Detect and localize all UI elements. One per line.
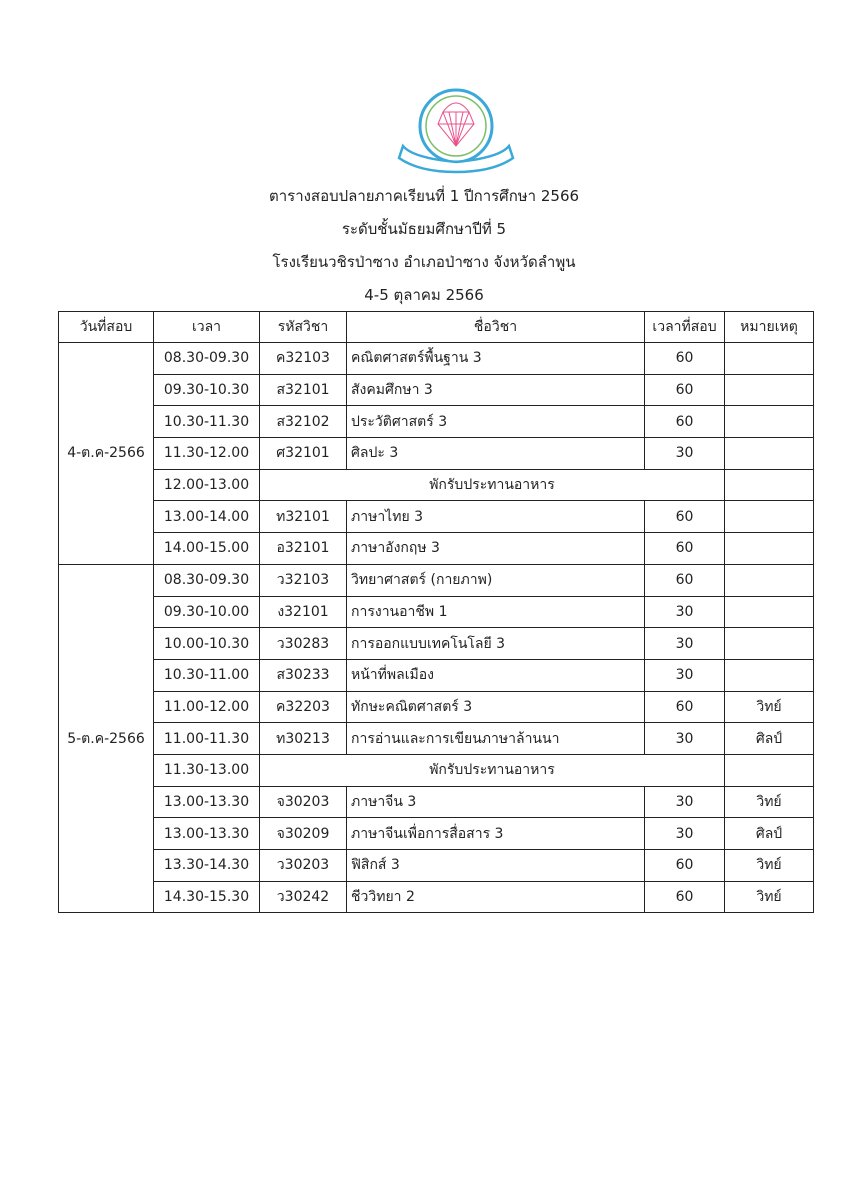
note-cell: วิทย์	[725, 881, 814, 913]
time-cell: 14.30-15.30	[154, 881, 260, 913]
subject-code: ว30242	[260, 881, 347, 913]
header-note: หมายเหตุ	[725, 312, 814, 343]
school-logo	[393, 84, 519, 176]
time-cell: 11.00-11.30	[154, 723, 260, 755]
header-code: รหัสวิชา	[260, 312, 347, 343]
table-row	[59, 723, 814, 755]
lunch-break: พักรับประทานอาหาร	[260, 754, 725, 786]
subject-name: ฟิสิกส์ 3	[347, 850, 645, 882]
time-cell: 13.00-14.00	[154, 501, 260, 533]
lunch-break: พักรับประทานอาหาร	[260, 469, 725, 501]
table-row	[59, 438, 814, 470]
subject-name: ประวัติศาสตร์ 3	[347, 406, 645, 438]
note-cell	[725, 533, 814, 565]
subject-name: สังคมศึกษา 3	[347, 374, 645, 406]
exam-duration: 30	[645, 786, 725, 818]
note-cell: ศิลป์	[725, 723, 814, 755]
subject-code: จ30203	[260, 786, 347, 818]
note-cell	[725, 754, 814, 786]
subject-name: ภาษาอังกฤษ 3	[347, 533, 645, 565]
header-duration: เวลาที่สอบ	[645, 312, 725, 343]
subject-code: ศ32101	[260, 438, 347, 470]
exam-duration: 60	[645, 343, 725, 375]
subject-code: ค32103	[260, 343, 347, 375]
note-cell	[725, 343, 814, 375]
table-row	[59, 596, 814, 628]
subject-name: หน้าที่พลเมือง	[347, 659, 645, 691]
note-cell: ศิลป์	[725, 818, 814, 850]
school-name: โรงเรียนวชิรป่าซาง อำเภอป่าซาง จังหวัดลำพูน	[272, 253, 576, 271]
time-cell: 14.00-15.00	[154, 533, 260, 565]
subject-code: ว30283	[260, 628, 347, 660]
exam-duration: 30	[645, 723, 725, 755]
note-cell	[725, 501, 814, 533]
table-row	[59, 343, 814, 375]
subject-code: ท30213	[260, 723, 347, 755]
break-row	[59, 469, 814, 501]
subject-code: ส32102	[260, 406, 347, 438]
note-cell: วิทย์	[725, 850, 814, 882]
header-time: เวลา	[154, 312, 260, 343]
table-row	[59, 564, 814, 596]
subject-code: ง32101	[260, 596, 347, 628]
table-row	[59, 533, 814, 565]
note-cell	[725, 659, 814, 691]
note-cell	[725, 406, 814, 438]
header-row	[59, 312, 814, 343]
time-cell: 10.30-11.30	[154, 406, 260, 438]
subject-name: ภาษาจีนเพื่อการสื่อสาร 3	[347, 818, 645, 850]
subject-name: คณิตศาสตร์พื้นฐาน 3	[347, 343, 645, 375]
subject-code: ว32103	[260, 564, 347, 596]
time-cell: 10.00-10.30	[154, 628, 260, 660]
exam-duration: 60	[645, 850, 725, 882]
note-cell: วิทย์	[725, 786, 814, 818]
exam-duration: 60	[645, 501, 725, 533]
exam-duration: 30	[645, 818, 725, 850]
subject-name: การออกแบบเทคโนโลยี 3	[347, 628, 645, 660]
note-cell	[725, 469, 814, 501]
time-cell: 11.30-12.00	[154, 438, 260, 470]
time-cell: 10.30-11.00	[154, 659, 260, 691]
exam-date: 5-ต.ค-2566	[59, 564, 154, 913]
note-cell: วิทย์	[725, 691, 814, 723]
exam-dates: 4-5 ตุลาคม 2566	[364, 286, 484, 304]
subject-code: ส30233	[260, 659, 347, 691]
subject-code: ส32101	[260, 374, 347, 406]
exam-duration: 30	[645, 438, 725, 470]
exam-duration: 30	[645, 596, 725, 628]
table-row	[59, 628, 814, 660]
note-cell	[725, 374, 814, 406]
subject-code: ค32203	[260, 691, 347, 723]
table-row	[59, 818, 814, 850]
table-row	[59, 881, 814, 913]
table-row	[59, 406, 814, 438]
exam-schedule-table	[58, 311, 814, 913]
time-cell: 11.00-12.00	[154, 691, 260, 723]
exam-duration: 60	[645, 374, 725, 406]
exam-duration: 30	[645, 659, 725, 691]
note-cell	[725, 564, 814, 596]
exam-duration: 60	[645, 564, 725, 596]
subject-name: ศิลปะ 3	[347, 438, 645, 470]
time-cell: 11.30-13.00	[154, 754, 260, 786]
subject-name: การอ่านและการเขียนภาษาล้านนา	[347, 723, 645, 755]
table-row	[59, 501, 814, 533]
table-row	[59, 691, 814, 723]
time-cell: 13.30-14.30	[154, 850, 260, 882]
header-subject: ชื่อวิชา	[347, 312, 645, 343]
subject-code: ว30203	[260, 850, 347, 882]
subject-name: ทักษะคณิตศาสตร์ 3	[347, 691, 645, 723]
table-row	[59, 786, 814, 818]
subject-code: จ30209	[260, 818, 347, 850]
subject-name: ชีววิทยา 2	[347, 881, 645, 913]
exam-duration: 60	[645, 881, 725, 913]
subject-name: ภาษาจีน 3	[347, 786, 645, 818]
subject-code: ท32101	[260, 501, 347, 533]
table-row	[59, 850, 814, 882]
exam-duration: 60	[645, 406, 725, 438]
subject-code: อ32101	[260, 533, 347, 565]
exam-duration: 30	[645, 628, 725, 660]
document-title: ตารางสอบปลายภาคเรียนที่ 1 ปีการศึกษา 2566	[268, 187, 580, 205]
exam-duration: 60	[645, 533, 725, 565]
note-cell	[725, 438, 814, 470]
table-row	[59, 374, 814, 406]
subject-name: การงานอาชีพ 1	[347, 596, 645, 628]
time-cell: 13.00-13.30	[154, 786, 260, 818]
time-cell: 09.30-10.00	[154, 596, 260, 628]
grade-level: ระดับชั้นมัธยมศึกษาปีที่ 5	[341, 220, 507, 238]
time-cell: 09.30-10.30	[154, 374, 260, 406]
break-row	[59, 754, 814, 786]
note-cell	[725, 596, 814, 628]
subject-name: วิทยาศาสตร์ (กายภาพ)	[347, 564, 645, 596]
exam-duration: 60	[645, 691, 725, 723]
time-cell: 08.30-09.30	[154, 564, 260, 596]
table-row	[59, 659, 814, 691]
subject-name: ภาษาไทย 3	[347, 501, 645, 533]
exam-date: 4-ต.ค-2566	[59, 343, 154, 565]
time-cell: 13.00-13.30	[154, 818, 260, 850]
time-cell: 12.00-13.00	[154, 469, 260, 501]
time-cell: 08.30-09.30	[154, 343, 260, 375]
header-date: วันที่สอบ	[59, 312, 154, 343]
note-cell	[725, 628, 814, 660]
